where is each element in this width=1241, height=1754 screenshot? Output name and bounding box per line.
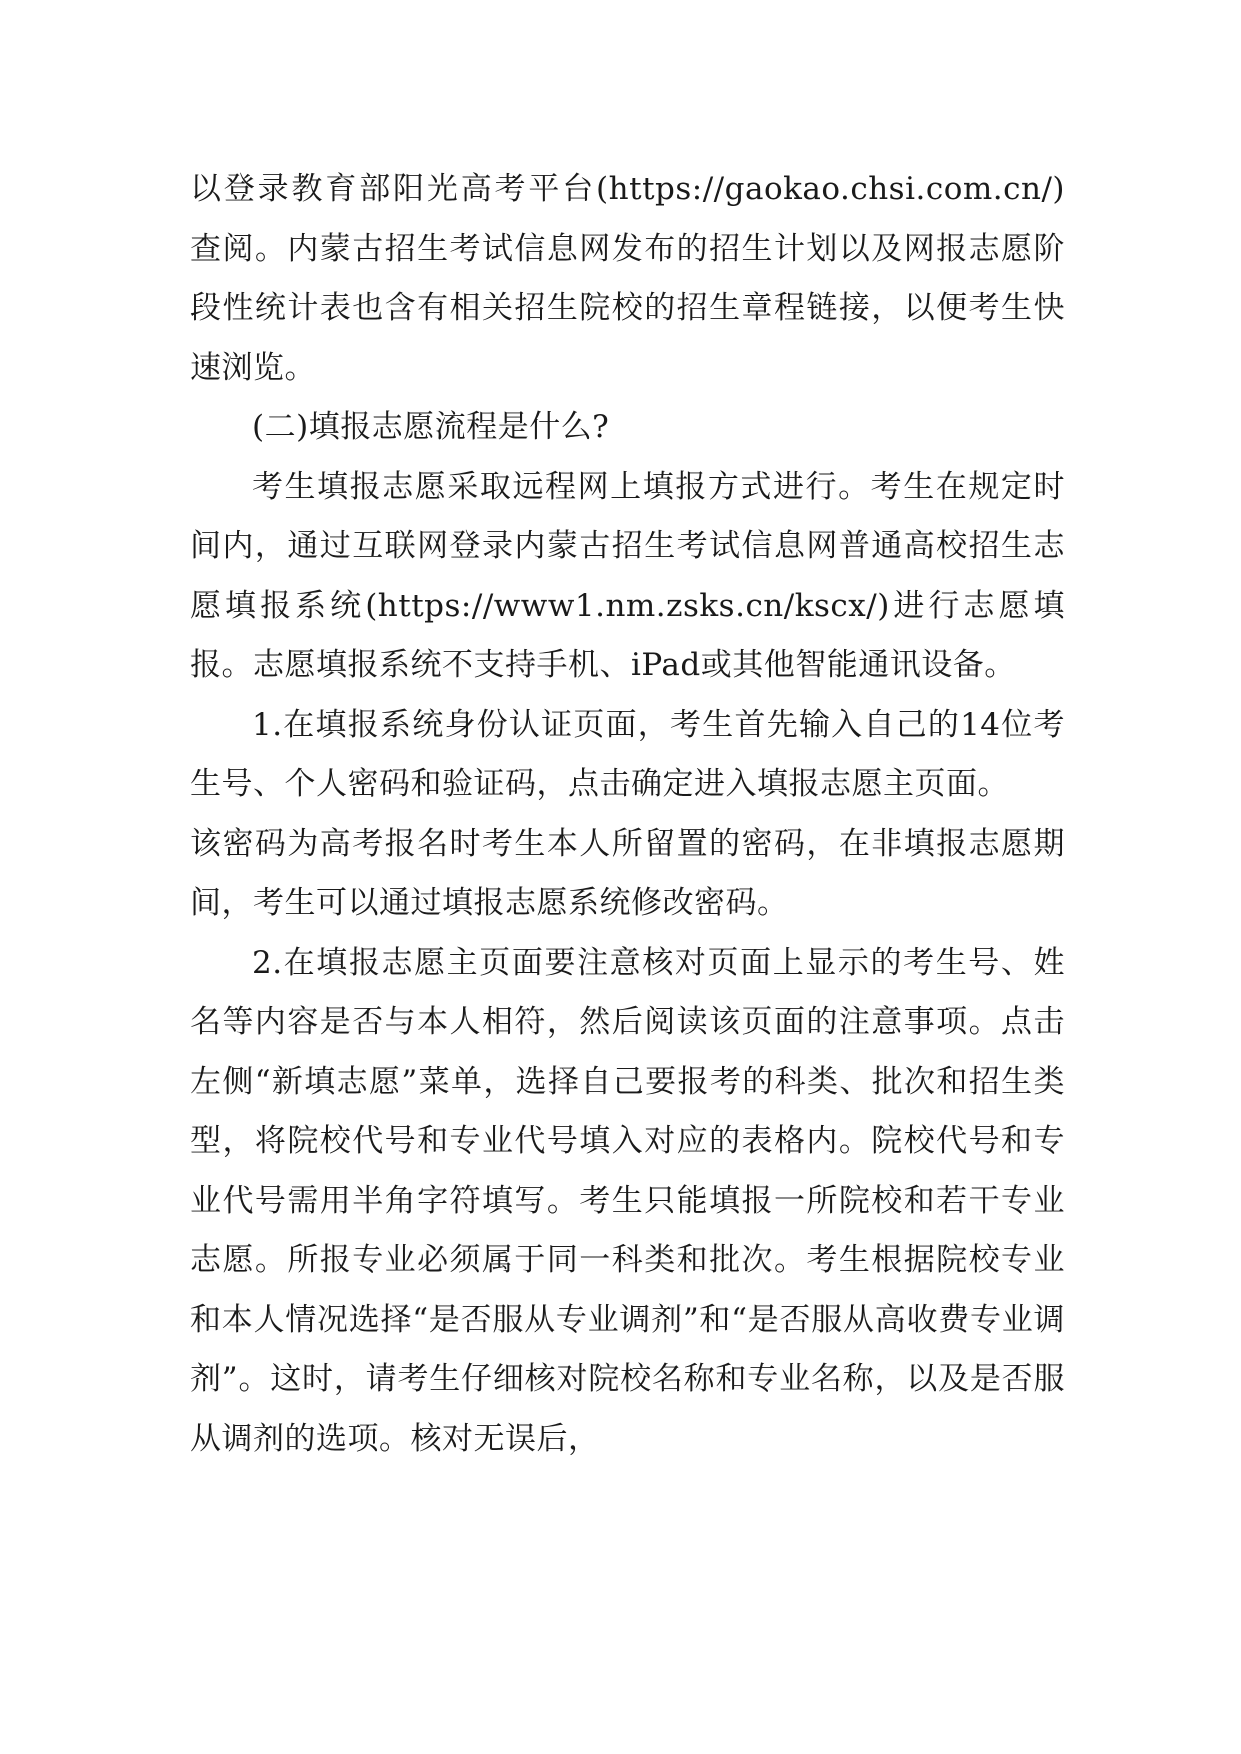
paragraph-gaokao-platform: 以登录教育部阳光高考平台(https://gaokao.chsi.com.cn/)查阅。内蒙古招生考试信息网发布的招生计划以及网报志愿阶段性统计表也含有相关招生院校的招生章程链接，以便考生快速浏览。: [190, 171, 1065, 386]
paragraph-step-1-login: 1.在填报系统身份认证页面，考生首先输入自己的14位考生号、个人密码和验证码，点击确定进入填报志愿主页面。: [190, 706, 1065, 802]
section-heading-application-process: (二)填报志愿流程是什么?: [252, 409, 610, 445]
paragraph-step-2-fill: 2.在填报志愿主页面要注意核对页面上显示的考生号、姓名等内容是否与本人相符，然后阅读该页面的注意事项。点击左侧“新填志愿”菜单，选择自己要报考的科类、批次和招生类型，将院校代号和专业代号填入对应的表格内。院校代号和专业代号需用半角字符填写。考生只能填报一所院校和若干专业志愿。所报专业必须属于同一科类和批次。考生根据院校专业和本人情况选择“是否服从专业调剂”和“是否服从高收费专业调剂”。这时，请考生仔细核对院校名称和专业名称，以及是否服从调剂的选项。核对无误后，: [190, 944, 1065, 1457]
paragraph-online-application: 考生填报志愿采取远程网上填报方式进行。考生在规定时间内，通过互联网登录内蒙古招生考试信息网普通高校招生志愿填报系统(https://www1.nm.zsks.cn/kscx/)进行志愿填报。志愿填报系统不支持手机、iPad或其他智能通讯设备。: [190, 468, 1065, 683]
paragraph-password-note: 该密码为高考报名时考生本人所留置的密码，在非填报志愿期间，考生可以通过填报志愿系统修改密码。: [190, 825, 1065, 921]
document-body: [190, 160, 1065, 1469]
